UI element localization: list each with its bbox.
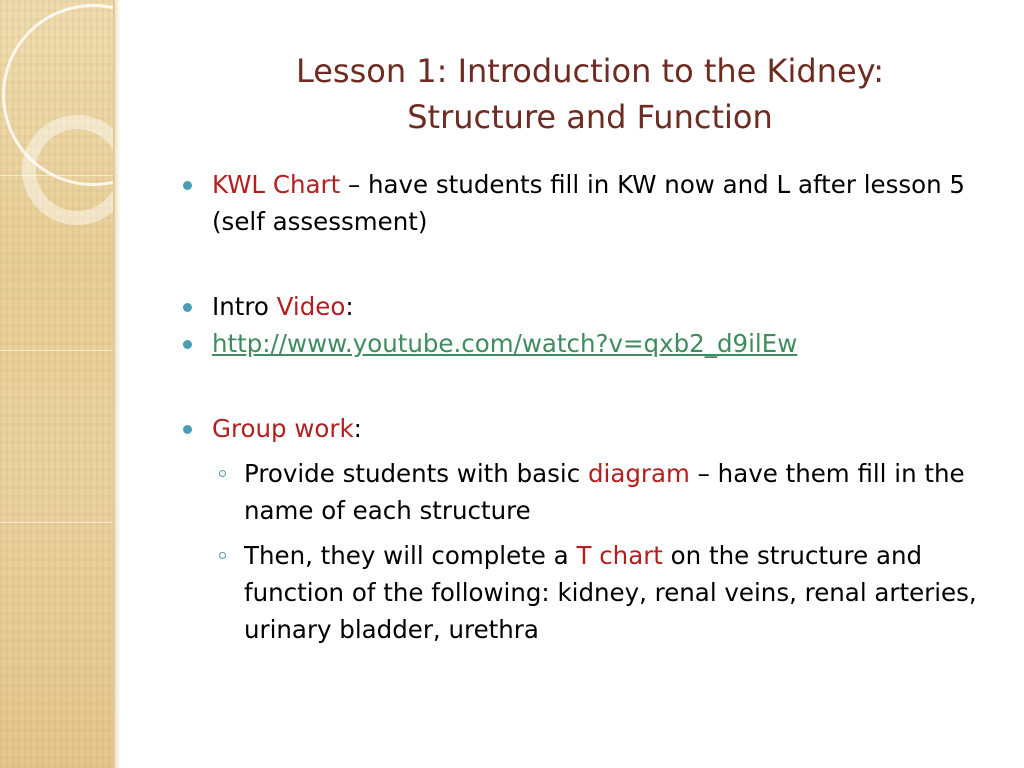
decorative-sidebar: [0, 0, 113, 768]
bullet-dot-icon: [183, 425, 192, 434]
title-line-1: Lesson 1: Introduction to the Kidney:: [295, 52, 885, 90]
intro-suffix: :: [345, 292, 354, 321]
slide-body: [183, 166, 1013, 648]
t-chart-highlight: T chart: [576, 541, 663, 570]
bullet-kwl-chart: [183, 166, 1013, 240]
bullet-dot-icon: [183, 340, 192, 349]
t-chart-prefix: Then, they will complete a: [244, 541, 577, 570]
diagram-prefix: Provide students with basic: [244, 459, 588, 488]
bullet-dot-icon: [183, 181, 192, 190]
sub-bullet-ring-icon: [219, 552, 226, 559]
group-work-highlight: Group work: [212, 414, 354, 443]
kwl-chart-text: – have students fill in KW now and L after lesson 5 (self assessment): [212, 170, 965, 236]
sidebar-edge: [113, 0, 121, 768]
sub-bullet-t-chart: [183, 537, 1013, 648]
sub-bullet-ring-icon: [219, 470, 226, 477]
t-chart-text: on the structure and function of the following: kidney, renal veins, renal arteries, urinary bladder, urethra: [244, 541, 977, 644]
group-work-suffix: :: [353, 414, 362, 443]
bullet-video-link: [183, 325, 1013, 362]
intro-prefix: Intro: [212, 292, 277, 321]
kwl-chart-highlight: KWL Chart: [212, 170, 341, 199]
diagram-text: – have them fill in the name of each structure: [244, 459, 965, 525]
bullet-group-work: [183, 410, 1013, 447]
youtube-link[interactable]: http://www.youtube.com/watch?v=qxb2_d9ilEw: [212, 329, 798, 358]
title-line-2: Structure and Function: [407, 98, 773, 136]
slide-title: [180, 48, 1000, 140]
video-highlight: Video: [276, 292, 346, 321]
bullet-dot-icon: [183, 303, 192, 312]
diagram-highlight: diagram: [587, 459, 690, 488]
bullet-intro-video: [183, 288, 1013, 325]
sub-bullet-diagram: [183, 455, 1013, 529]
